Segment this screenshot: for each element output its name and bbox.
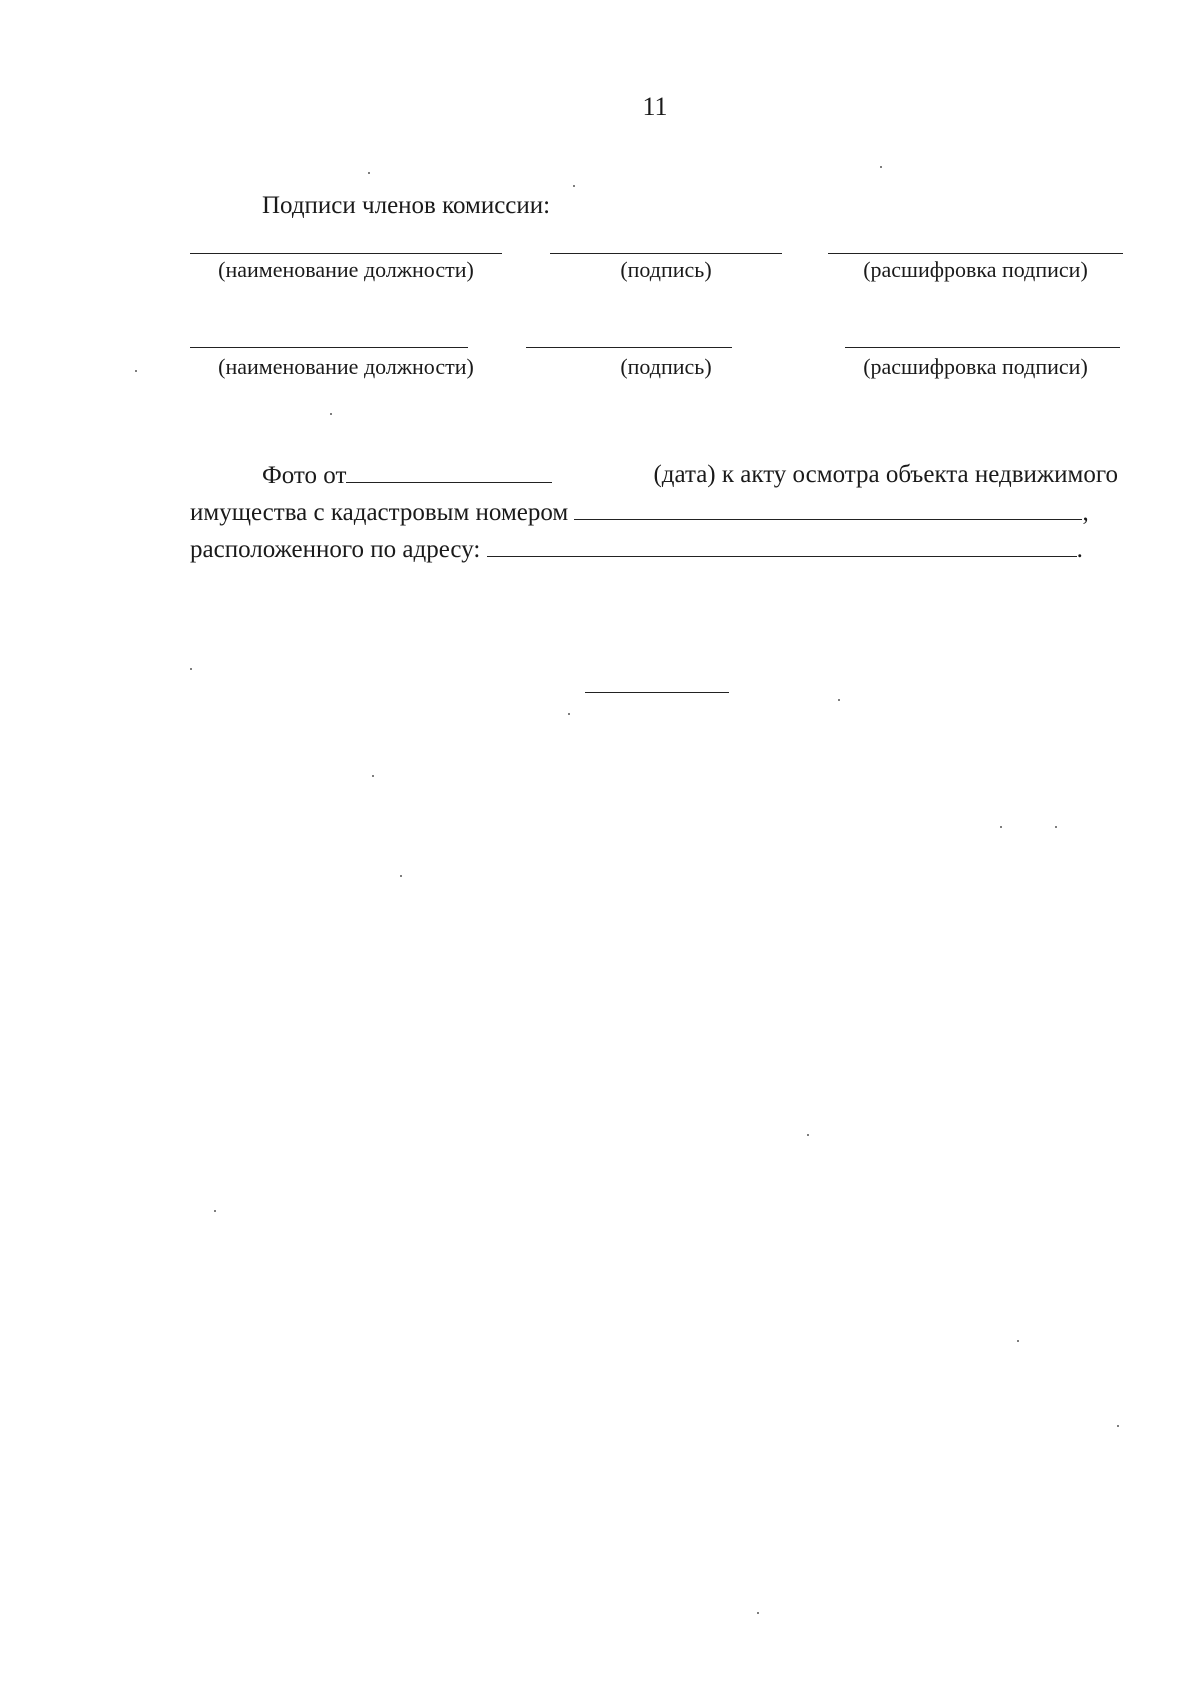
decoding-caption: (расшифровка подписи) — [863, 354, 1088, 379]
photo-line-3 — [190, 530, 1118, 567]
scan-speck — [757, 1612, 759, 1614]
scan-speck — [368, 172, 370, 174]
position-caption: (наименование должности) — [218, 257, 474, 282]
scan-speck — [573, 185, 575, 187]
position-field-line[interactable] — [190, 347, 468, 348]
address-period: . — [1076, 536, 1083, 563]
scan-speck — [214, 1210, 216, 1212]
scan-speck — [880, 166, 882, 168]
decoding-field-line[interactable] — [845, 347, 1120, 348]
scan-speck — [190, 668, 192, 670]
address-label: расположенного по адресу: — [190, 536, 481, 563]
photo-line-2 — [190, 493, 1118, 530]
photo-caption-paragraph — [190, 456, 1118, 567]
cadastral-number-label: имущества с кадастровым номером — [190, 499, 569, 526]
scan-speck — [135, 370, 137, 372]
page-number: 11 — [642, 92, 668, 121]
scan-speck — [1017, 1340, 1019, 1342]
scan-speck — [807, 1134, 809, 1136]
signature-caption: (подпись) — [620, 354, 712, 379]
cadastral-number-comma: , — [1082, 499, 1089, 526]
commission-signatures-heading: Подписи членов комиссии: — [262, 192, 551, 219]
cadastral-number-field[interactable] — [574, 493, 1082, 520]
decoding-field-line[interactable] — [828, 253, 1123, 254]
position-field-line[interactable] — [190, 253, 502, 254]
position-caption: (наименование должности) — [218, 354, 474, 379]
decoding-caption: (расшифровка подписи) — [863, 257, 1088, 282]
photo-line-1 — [190, 456, 1118, 493]
address-field[interactable] — [487, 530, 1077, 557]
signature-field-line[interactable] — [526, 347, 732, 348]
photo-date-field[interactable] — [346, 456, 552, 483]
scan-speck — [1117, 1425, 1119, 1427]
signature-caption: (подпись) — [620, 257, 712, 282]
signature-field-line[interactable] — [550, 253, 782, 254]
scan-speck — [400, 875, 402, 877]
scan-speck — [1055, 826, 1057, 828]
scan-speck — [838, 699, 840, 701]
photo-prefix: Фото от — [262, 462, 347, 489]
scan-speck — [330, 413, 332, 415]
end-of-document-rule — [585, 692, 729, 693]
scan-speck — [1000, 826, 1002, 828]
scan-speck — [568, 713, 570, 715]
photo-date-hint: (дата) к акту осмотра объекта недвижимого — [653, 461, 1118, 488]
scan-speck — [372, 775, 374, 777]
